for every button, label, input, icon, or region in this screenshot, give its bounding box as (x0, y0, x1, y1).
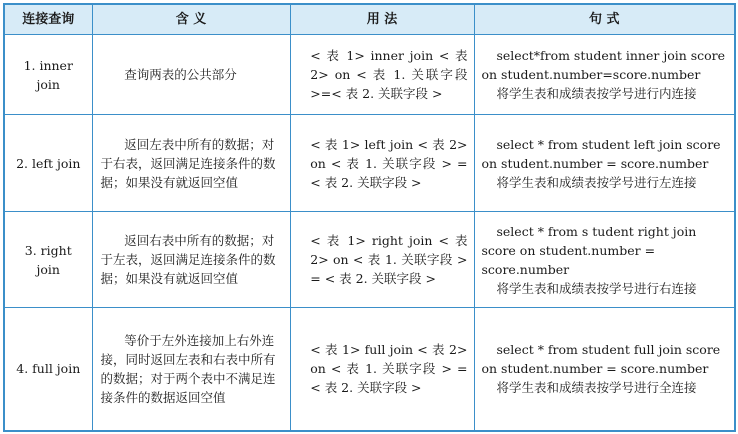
syntax-sql: select * from student left join score on student.number = score.number (481, 136, 721, 171)
syntax-sql: select*from student inner join score on student.number=score.number (481, 48, 726, 82)
syntax-desc: 将学生表和成绩表按学号进行全连接 (496, 380, 697, 396)
syntax-cell (474, 35, 735, 115)
syntax-sql: select * from s tudent right join score on student.number = score.number (481, 223, 697, 277)
syntax-cell (474, 115, 735, 212)
join-type-cell: 1. inner join (4, 35, 92, 115)
syntax-desc: 将学生表和成绩表按学号进行内连接 (496, 86, 697, 101)
usage-cell (290, 308, 474, 431)
table-row (4, 115, 735, 212)
join-type-cell: 4. full join (4, 308, 92, 431)
table-row (4, 35, 735, 115)
header-row (4, 4, 735, 35)
syntax-desc: 将学生表和成绩表按学号进行右连接 (496, 280, 697, 296)
header-syntax: 句 式 (474, 4, 735, 35)
meaning-cell (92, 35, 290, 115)
meaning-cell (92, 212, 290, 308)
meaning-cell (92, 308, 290, 431)
usage-text: < 表 1> right join < 表 2> on < 表 1. 关联字段 > = < 表 2. 关联字段 > (310, 233, 468, 286)
header-meaning: 含 义 (92, 4, 290, 35)
table-row (4, 212, 735, 308)
join-table (3, 3, 736, 432)
join-type-cell: 2. left join (4, 115, 92, 212)
syntax-cell (474, 212, 735, 308)
syntax-desc: 将学生表和成绩表按学号进行左连接 (496, 174, 697, 190)
meaning-text: 返回右表中所有的数据；对于左表，返回满足连接条件的数据；如果没有就返回空值 (100, 233, 276, 286)
usage-cell (290, 35, 474, 115)
usage-text: < 表 1> left join < 表 2> on < 表 1. 关联字段 > = < 表 2. 关联字段 > (310, 136, 468, 190)
meaning-cell (92, 115, 290, 212)
header-usage: 用 法 (290, 4, 474, 35)
usage-text: < 表 1> inner join < 表 2> on < 表 1. 关联字段 >=< 表 2. 关联字段 > (310, 48, 468, 101)
join-type-cell: 3. right join (4, 212, 92, 308)
join-table-container (3, 3, 734, 430)
syntax-sql: select * from student full join score on student.number = score.number (481, 342, 721, 377)
meaning-text: 查询两表的公共部分 (124, 67, 237, 82)
usage-text: < 表 1> full join < 表 2> on < 表 1. 关联字段 > = < 表 2. 关联字段 > (310, 342, 468, 396)
table-row (4, 308, 735, 431)
meaning-text: 返回左表中所有的数据；对于右表，返回满足连接条件的数据；如果没有就返回空值 (100, 136, 276, 190)
usage-cell (290, 115, 474, 212)
meaning-text: 等价于左外连接加上右外连接，同时返回左表和右表中所有的数据；对于两个表中不满足连接条件的数据返回空值 (100, 332, 276, 405)
syntax-cell (474, 308, 735, 431)
header-join-type: 连接查询 (4, 4, 92, 35)
usage-cell (290, 212, 474, 308)
